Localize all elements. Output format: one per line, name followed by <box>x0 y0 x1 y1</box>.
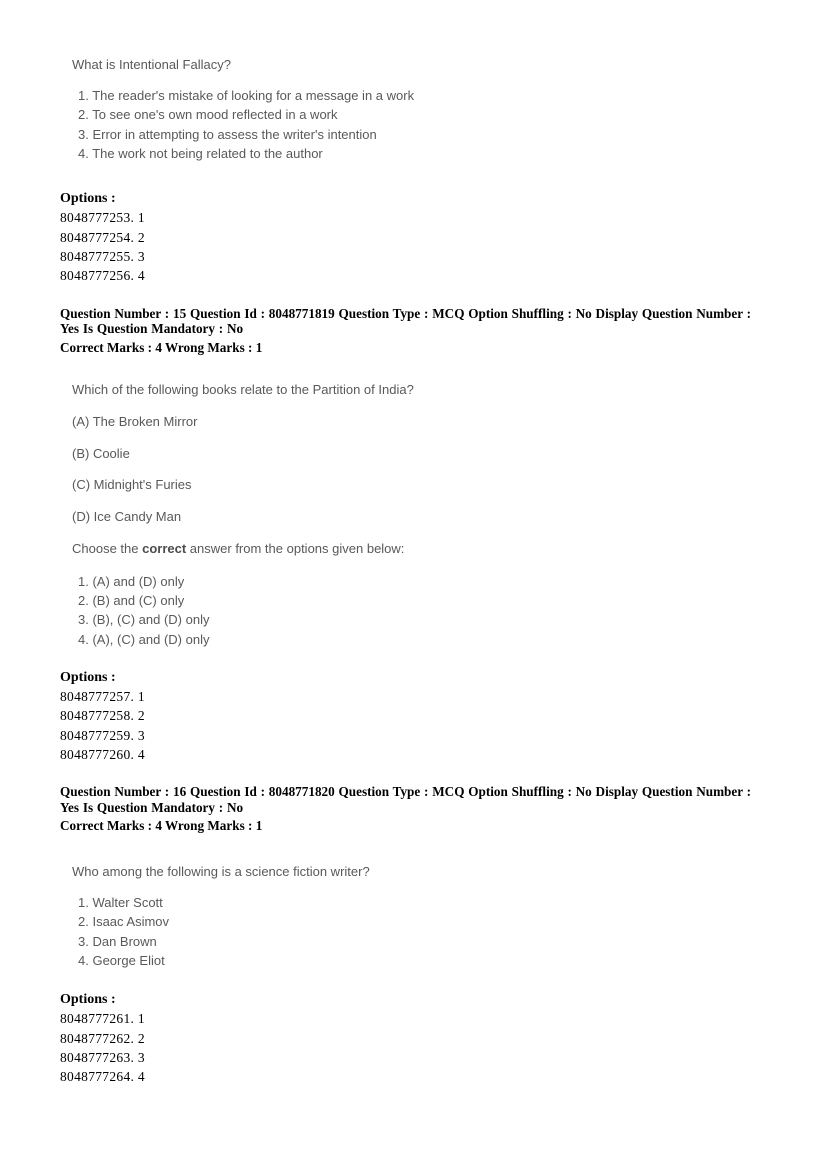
choose-instruction <box>72 542 826 555</box>
answer-choice: 3. Error in attempting to assess the writer's intention <box>78 126 377 142</box>
option-id-list <box>60 687 826 764</box>
answer-choice-list <box>78 893 826 970</box>
option-id-list <box>60 1009 826 1086</box>
question-prompt: What is Intentional Fallacy? <box>72 57 231 72</box>
marks-line: Correct Marks : 4 Wrong Marks : 1 <box>60 818 263 834</box>
lettered-statement: (C) Midnight's Furies <box>72 477 192 493</box>
answer-choice: 2. (B) and (C) only <box>78 593 185 609</box>
answer-choice: 3. (B), (C) and (D) only <box>78 612 210 628</box>
option-id: 8048777258. 2 <box>60 708 145 724</box>
question-metadata-header: Question Number : 16 Question Id : 8048771820 Question Type : MCQ Option Shuffling : No Display Question Number : Yes Is Question Mandatory : No <box>60 784 752 815</box>
answer-choice: 4. George Eliot <box>78 952 165 968</box>
answer-choice: 1. Walter Scott <box>78 895 163 911</box>
question-section-16 <box>0 784 826 1086</box>
lettered-statement: (D) Ice Candy Man <box>72 509 182 525</box>
option-id: 8048777255. 3 <box>60 248 145 264</box>
option-id: 8048777262. 2 <box>60 1030 145 1046</box>
marks-line: Correct Marks : 4 Wrong Marks : 1 <box>60 339 263 355</box>
answer-choice: 2. Isaac Asimov <box>78 914 170 930</box>
choose-instruction-prefix: Choose the <box>72 540 143 556</box>
lettered-statement: (B) Coolie <box>72 445 130 461</box>
options-heading: Options : <box>60 191 116 207</box>
options-id-block <box>60 990 826 1086</box>
options-id-block <box>60 668 826 764</box>
option-id: 8048777261. 1 <box>60 1011 145 1027</box>
option-id: 8048777257. 1 <box>60 689 145 705</box>
option-id: 8048777254. 2 <box>60 229 145 245</box>
choose-instruction-suffix: answer from the options given below: <box>186 540 405 556</box>
option-id: 8048777263. 3 <box>60 1049 145 1065</box>
answer-choice-list <box>78 572 826 649</box>
answer-choice: 2. To see one's own mood reflected in a work <box>78 107 338 123</box>
option-id: 8048777256. 4 <box>60 268 145 284</box>
options-id-block <box>60 189 826 285</box>
options-heading: Options : <box>60 669 116 685</box>
question-metadata-header: Question Number : 15 Question Id : 8048771819 Question Type : MCQ Option Shuffling : No Display Question Number : Yes Is Question Mandatory : No <box>60 305 752 337</box>
answer-choice-list <box>78 86 826 163</box>
question-prompt: Who among the following is a science fiction writer? <box>72 864 370 880</box>
option-id: 8048777264. 4 <box>60 1069 145 1085</box>
option-id: 8048777259. 3 <box>60 727 145 743</box>
question-section-15 <box>0 306 826 765</box>
option-id: 8048777253. 1 <box>60 210 145 226</box>
answer-choice: 4. The work not being related to the author <box>78 145 323 161</box>
answer-choice: 4. (A), (C) and (D) only <box>78 631 210 647</box>
options-heading: Options : <box>60 992 116 1008</box>
answer-choice: 1. The reader's mistake of looking for a message in a work <box>78 88 415 104</box>
option-id-list <box>60 208 826 285</box>
answer-choice: 1. (A) and (D) only <box>78 574 185 589</box>
choose-instruction-bold-word: correct <box>142 540 187 556</box>
answer-choice: 3. Dan Brown <box>78 933 157 949</box>
question-section-14 <box>0 55 826 286</box>
option-id: 8048777260. 4 <box>60 747 145 762</box>
lettered-statement-list <box>0 415 826 523</box>
question-prompt: Which of the following books relate to the Partition of India? <box>72 382 414 398</box>
lettered-statement: (A) The Broken Mirror <box>72 413 198 429</box>
